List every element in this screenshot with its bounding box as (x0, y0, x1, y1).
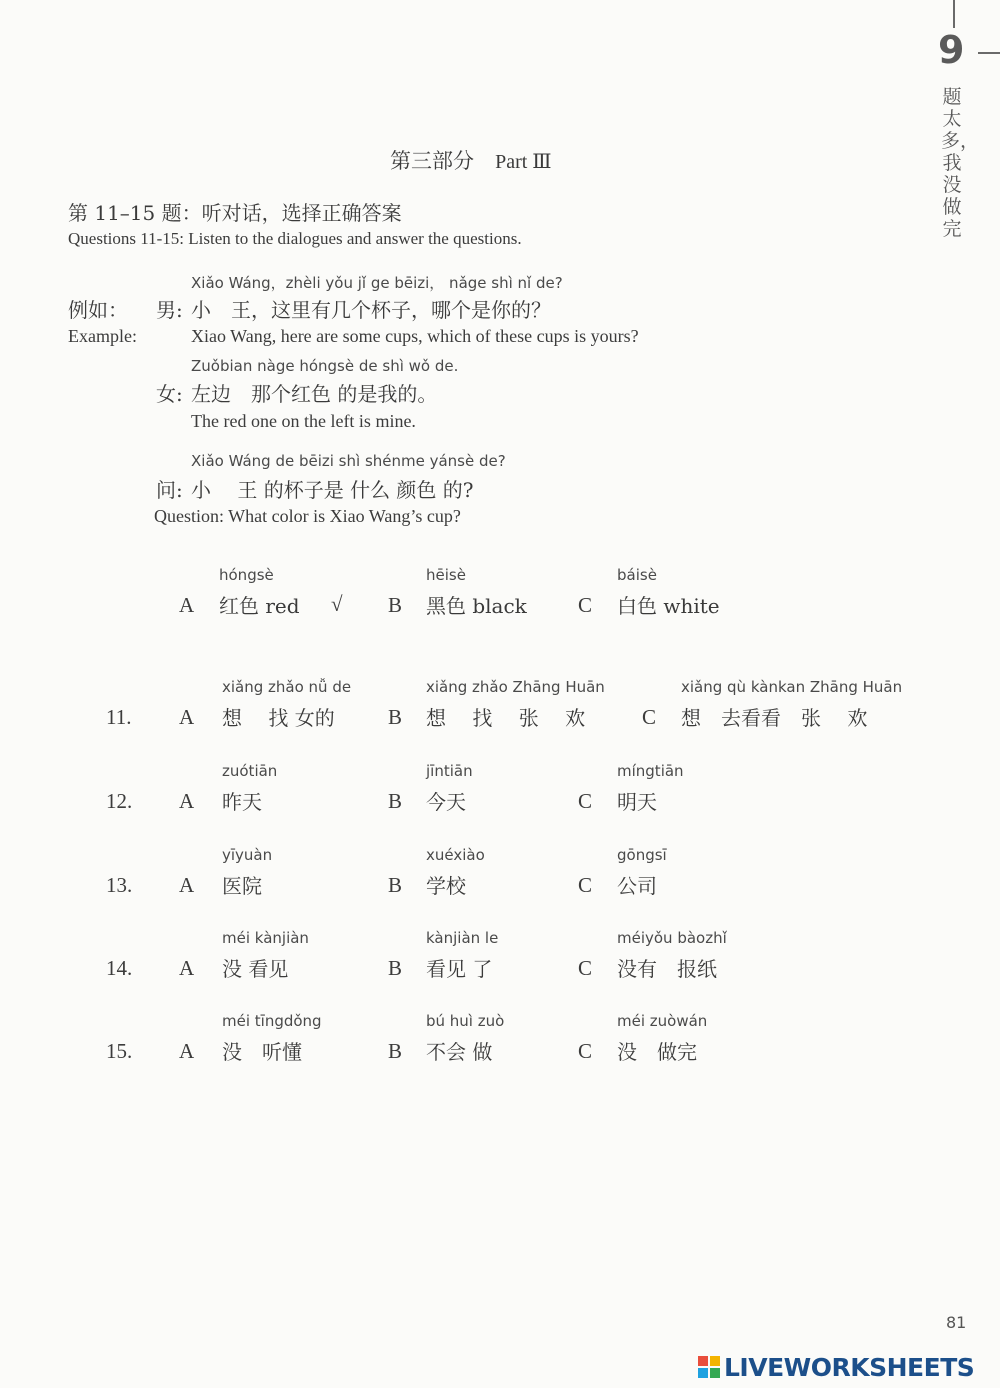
option-pinyin: xiǎng qù kànkan Zhāng Huān (681, 678, 903, 696)
option-pinyin: gōngsī (617, 846, 667, 864)
option-pinyin: hēisè (426, 566, 466, 584)
option-letter: A (179, 705, 195, 729)
lesson-title-vertical: 题太多，我没做完 (941, 86, 980, 240)
option-text: 没 看见 (222, 957, 289, 981)
example-woman-speaker: 女: (156, 382, 183, 406)
example-man-speaker: 男: (156, 298, 183, 322)
option-letter: C (578, 789, 593, 813)
option-pinyin: xiǎng zhǎo nǚ de (222, 678, 352, 696)
question-number: 12. (106, 789, 133, 813)
example-question-pinyin: Xiǎo Wáng de bēizi shì shénme yánsè de? (191, 452, 506, 470)
option-pinyin: yīyuàn (222, 846, 273, 864)
option-text: 想 找 女的 (222, 706, 335, 730)
example-man-en: Xiao Wang, here are some cups, which of these cups is yours? (191, 326, 639, 346)
instruction-en: Questions 11-15: Listen to the dialogues and answer the questions. (68, 229, 522, 248)
section-title-en: Part Ⅲ (495, 151, 552, 173)
option-pinyin: méi tīngdǒng (222, 1012, 322, 1030)
option-letter: B (388, 789, 403, 813)
example-question-speaker: 问: (156, 478, 183, 502)
question-14 (0, 929, 900, 989)
tab-divider-vertical (953, 0, 955, 28)
option-letter: C (578, 593, 593, 617)
option-text: 没 听懂 (222, 1040, 302, 1064)
option-pinyin: bú huì zuò (426, 1012, 505, 1030)
question-number: 14. (106, 956, 133, 980)
option-letter: A (179, 593, 195, 617)
option-text: 明天 (617, 790, 657, 814)
section-title-cn: 第三部分 (390, 149, 474, 173)
example-woman-pinyin: Zuǒbian nàge hóngsè de shì wǒ de. (191, 357, 459, 375)
question-number: 11. (106, 705, 132, 729)
option-text: 今天 (426, 790, 466, 814)
logo-text: LIVEWORKSHEETS (724, 1353, 975, 1382)
example-man-pinyin: Xiǎo Wáng，zhèli yǒu jǐ ge bēizi， nǎge shì nǐ de? (191, 274, 563, 292)
option-text: 黑色 black (426, 594, 527, 618)
option-letter: A (179, 789, 195, 813)
option-letter: B (388, 593, 403, 617)
question-number: 15. (106, 1039, 133, 1063)
option-pinyin: méi kànjiàn (222, 929, 309, 947)
option-pinyin: méiyǒu bàozhǐ (617, 929, 727, 947)
option-letter: A (179, 1039, 195, 1063)
example-question-en: Question: What color is Xiao Wang’s cup? (154, 506, 461, 526)
option-pinyin: míngtiān (617, 762, 684, 780)
option-text: 学校 (426, 874, 466, 898)
question-number: 13. (106, 873, 133, 897)
example-question-cn: 小 王 的杯子是 什么 颜色 的? (191, 478, 474, 502)
question-12 (0, 762, 900, 822)
option-letter: C (578, 1039, 593, 1063)
example-options-row (0, 566, 900, 626)
option-text: 红色 red (219, 594, 300, 618)
tab-divider-horizontal (978, 52, 1000, 54)
check-mark-icon: √ (331, 592, 343, 616)
option-text: 不会 做 (426, 1040, 493, 1064)
option-pinyin: jīntiān (426, 762, 473, 780)
option-pinyin: xiǎng zhǎo Zhāng Huān (426, 678, 605, 696)
option-text: 没有 报纸 (617, 957, 717, 981)
page-number: 81 (946, 1313, 967, 1332)
option-letter: C (642, 705, 657, 729)
lesson-number: 9 (938, 28, 965, 72)
option-letter: C (578, 956, 593, 980)
question-11 (0, 678, 930, 738)
option-pinyin: xuéxiào (426, 846, 485, 864)
example-man-cn: 小 王，这里有几个杯子，哪个是你的？ (191, 298, 551, 322)
option-text: 白色 white (617, 594, 720, 618)
instruction-cn: 第 11–15 题：听对话，选择正确答案 (68, 201, 402, 225)
option-letter: B (388, 873, 403, 897)
question-15 (0, 1012, 900, 1072)
logo-icon (698, 1356, 720, 1378)
option-text: 想 去看看 张 欢 (681, 706, 868, 730)
option-text: 没 做完 (617, 1040, 697, 1064)
option-letter: B (388, 705, 403, 729)
option-text: 昨天 (222, 790, 262, 814)
option-letter: B (388, 1039, 403, 1063)
option-text: 想 找 张 欢 (426, 706, 586, 730)
option-letter: C (578, 873, 593, 897)
section-title (390, 145, 552, 175)
option-text: 公司 (617, 874, 657, 898)
option-pinyin: hóngsè (219, 566, 274, 584)
option-letter: A (179, 956, 195, 980)
option-pinyin: zuótiān (222, 762, 278, 780)
example-woman-cn: 左边 那个红色 的是我的。 (191, 382, 438, 406)
example-label-en: Example: (68, 326, 137, 346)
option-text: 看见 了 (426, 957, 493, 981)
option-pinyin: méi zuòwán (617, 1012, 708, 1030)
example-label-cn: 例如： (68, 298, 128, 322)
option-pinyin: kànjiàn le (426, 929, 499, 947)
option-text: 医院 (222, 874, 262, 898)
option-pinyin: báisè (617, 566, 657, 584)
option-letter: B (388, 956, 403, 980)
example-woman-en: The red one on the left is mine. (191, 411, 416, 431)
question-13 (0, 846, 900, 906)
option-letter: A (179, 873, 195, 897)
